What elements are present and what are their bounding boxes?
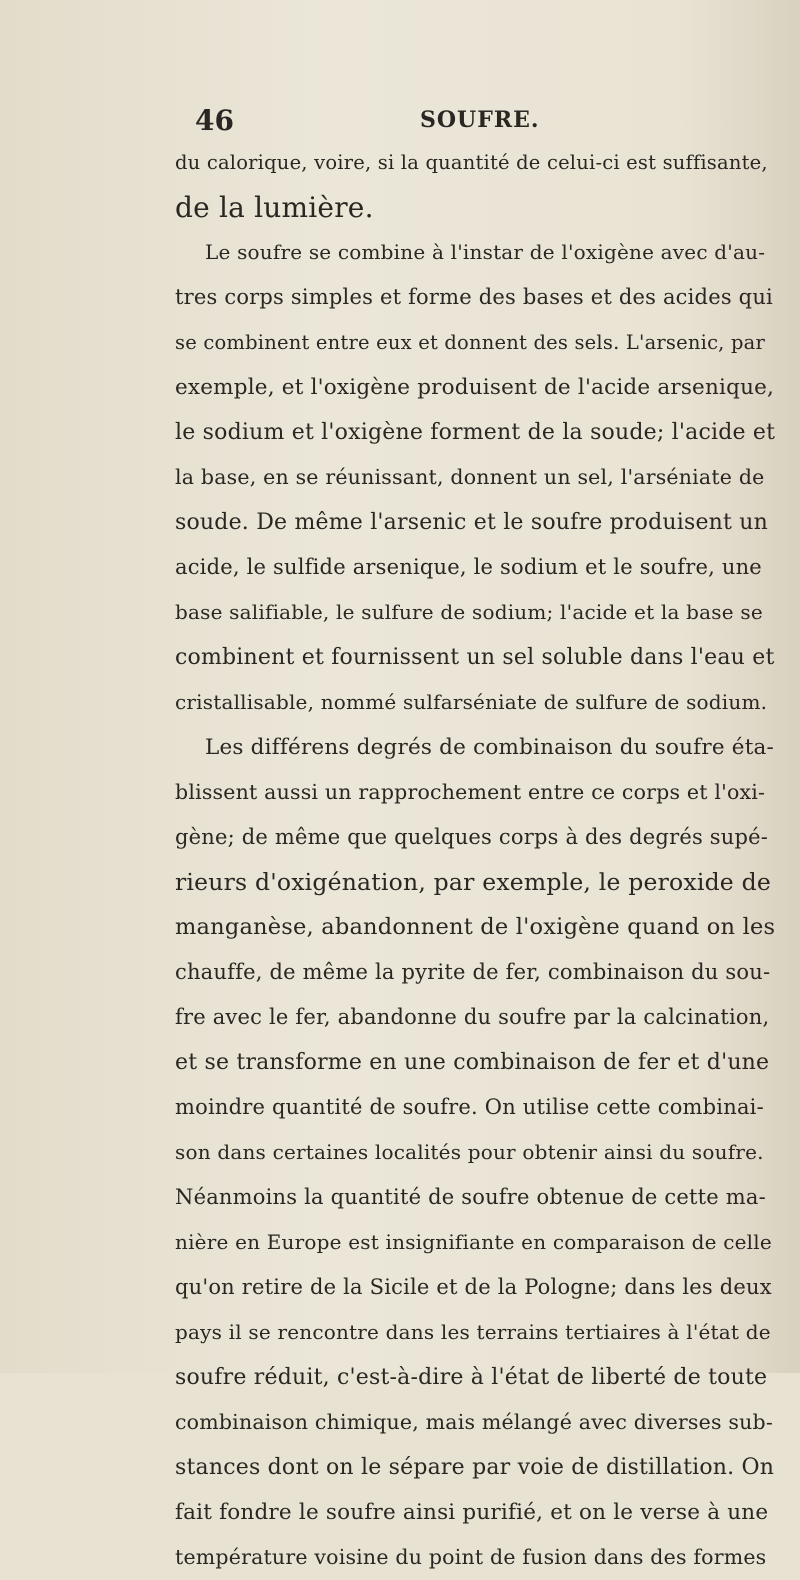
page-header xyxy=(195,104,615,140)
text-line: rieurs d'oxigénation, par exemple, le peroxide de xyxy=(175,868,771,896)
text-line: Néanmoins la quantité de soufre obtenue de cette ma- xyxy=(175,1185,766,1209)
text-line: fait fondre le soufre ainsi purifié, et on le verse à une xyxy=(175,1500,769,1525)
text-line: soufre réduit, c'est-à-dire à l'état de liberté de toute xyxy=(175,1365,768,1390)
text-line: la base, en se réunissant, donnent un sel, l'arséniate de xyxy=(175,465,765,489)
text-line: qu'on retire de la Sicile et de la Pologne; dans les deux xyxy=(175,1275,772,1299)
text-line: Les différens degrés de combinaison du soufre éta- xyxy=(205,735,775,760)
text-line: cristallisable, nommé sulfarséniate de sulfure de sodium. xyxy=(175,690,768,714)
text-line: combinaison chimique, mais mélangé avec diverses sub- xyxy=(175,1410,773,1434)
text-line: du calorique, voire, si la quantité de celui-ci est suffisante, xyxy=(175,151,768,174)
text-line: manganèse, abandonnent de l'oxigène quand on les xyxy=(175,914,776,940)
text-line: soude. De même l'arsenic et le soufre produisent un xyxy=(175,510,769,535)
page-number: 46 xyxy=(195,104,234,137)
text-line: moindre quantité de soufre. On utilise cette combinai- xyxy=(175,1095,764,1119)
text-line: blissent aussi un rapprochement entre ce corps et l'oxi- xyxy=(175,780,766,804)
text-line: de la lumière. xyxy=(175,191,374,224)
body-text xyxy=(175,140,775,1580)
text-line: exemple, et l'oxigène produisent de l'acide arsenique, xyxy=(175,375,775,400)
text-line: gène; de même que quelques corps à des degrés supé- xyxy=(175,825,769,849)
text-line: combinent et fournissent un sel soluble dans l'eau et xyxy=(175,645,775,670)
text-line: le sodium et l'oxigène forment de la soude; l'acide et xyxy=(175,420,776,445)
text-line: chauffe, de même la pyrite de fer, combinaison du sou- xyxy=(175,960,771,984)
text-line: pays il se rencontre dans les terrains tertiaires à l'état de xyxy=(175,1320,771,1344)
text-line: base salifiable, le sulfure de sodium; l'acide et la base se xyxy=(175,600,763,624)
text-line: et se transforme en une combinaison de fer et d'une xyxy=(175,1050,770,1075)
text-line: Le soufre se combine à l'instar de l'oxigène avec d'au- xyxy=(205,240,766,264)
text-line: tres corps simples et forme des bases et des acides qui xyxy=(175,285,773,309)
running-title: SOUFRE. xyxy=(420,107,540,133)
text-line: stances dont on le sépare par voie de distillation. On xyxy=(175,1455,775,1480)
text-line: fre avec le fer, abandonne du soufre par la calcination, xyxy=(175,1005,770,1029)
text-line: température voisine du point de fusion dans des formes xyxy=(175,1545,767,1569)
text-line: se combinent entre eux et donnent des sels. L'arsenic, par xyxy=(175,331,766,354)
text-line: acide, le sulfide arsenique, le sodium et le soufre, une xyxy=(175,555,762,579)
text-line: son dans certaines localités pour obtenir ainsi du soufre. xyxy=(175,1140,764,1164)
text-line: nière en Europe est insignifiante en comparaison de celle xyxy=(175,1230,772,1254)
